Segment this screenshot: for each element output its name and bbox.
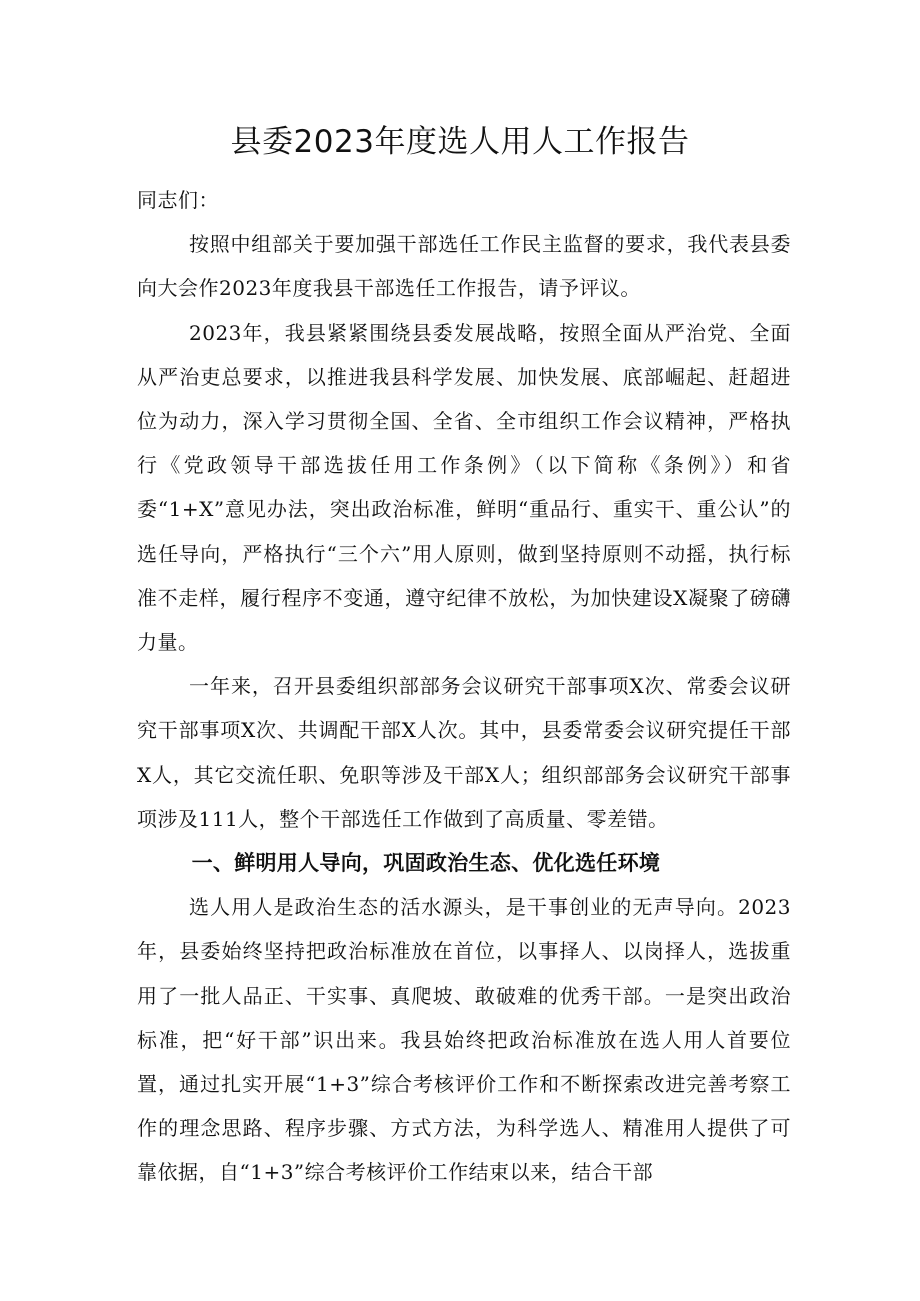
document-title: 县委2023年度选人用人工作报告 <box>230 124 690 160</box>
section-heading: 一、鲜明用人导向，巩固政治生态、优化选任环境 <box>191 851 661 876</box>
salutation: 同志们： <box>137 188 219 212</box>
paragraph-statistics: 一年来，召开县委组织部部务会议研究干部事项X次、常委会议研究干部事项X次、共调配干部X人次。其中，县委常委会议研究提任干部X人，其它交流任职、免职等涉及干部X人；组织部部务会议研究干部事项涉及111人，整个干部选任工作做到了高质量、零差错。 <box>137 674 791 831</box>
paragraph-intro: 按照中组部关于要加强干部选任工作民主监督的要求，我代表县委向大会作2023年度我县干部选任工作报告，请予评议。 <box>137 232 791 301</box>
section-paragraph: 选人用人是政治生态的活水源头，是干事创业的无声导向。2023年，县委始终坚持把政治标准放在首位，以事择人、以岗择人，选拔重用了一批人品正、干实事、真爬坡、敢破难的优秀干部。一是突出政治标准，把“好干部”识出来。我县始终把政治标准放在选人用人首要位置，通过扎实开展“1+3”综合考核评价工作和不断探索改进完善考察工作的理念思路、程序步骤、方式方法，为科学选人、精准用人提供了可靠依据，自“1+3”综合考核评价工作结束以来，结合干部 <box>137 895 791 1185</box>
paragraph-overview: 2023年，我县紧紧围绕县委发展战略，按照全面从严治党、全面从严治吏总要求，以推进我县科学发展、加快发展、底部崛起、赶超进位为动力，深入学习贯彻全国、全省、全市组织工作会议精神，严格执行《党政领导干部选拔任用工作条例》（以下简称《条例》）和省委“1+X”意见办法，突出政治标准，鲜明“重品行、重实干、重公认”的选任导向，严格执行“三个六”用人原则，做到坚持原则不动摇，执行标准不走样，履行程序不变通，遵守纪律不放松，为加快建设X凝聚了磅礴力量。 <box>137 320 791 655</box>
document-body <box>137 178 791 1195</box>
